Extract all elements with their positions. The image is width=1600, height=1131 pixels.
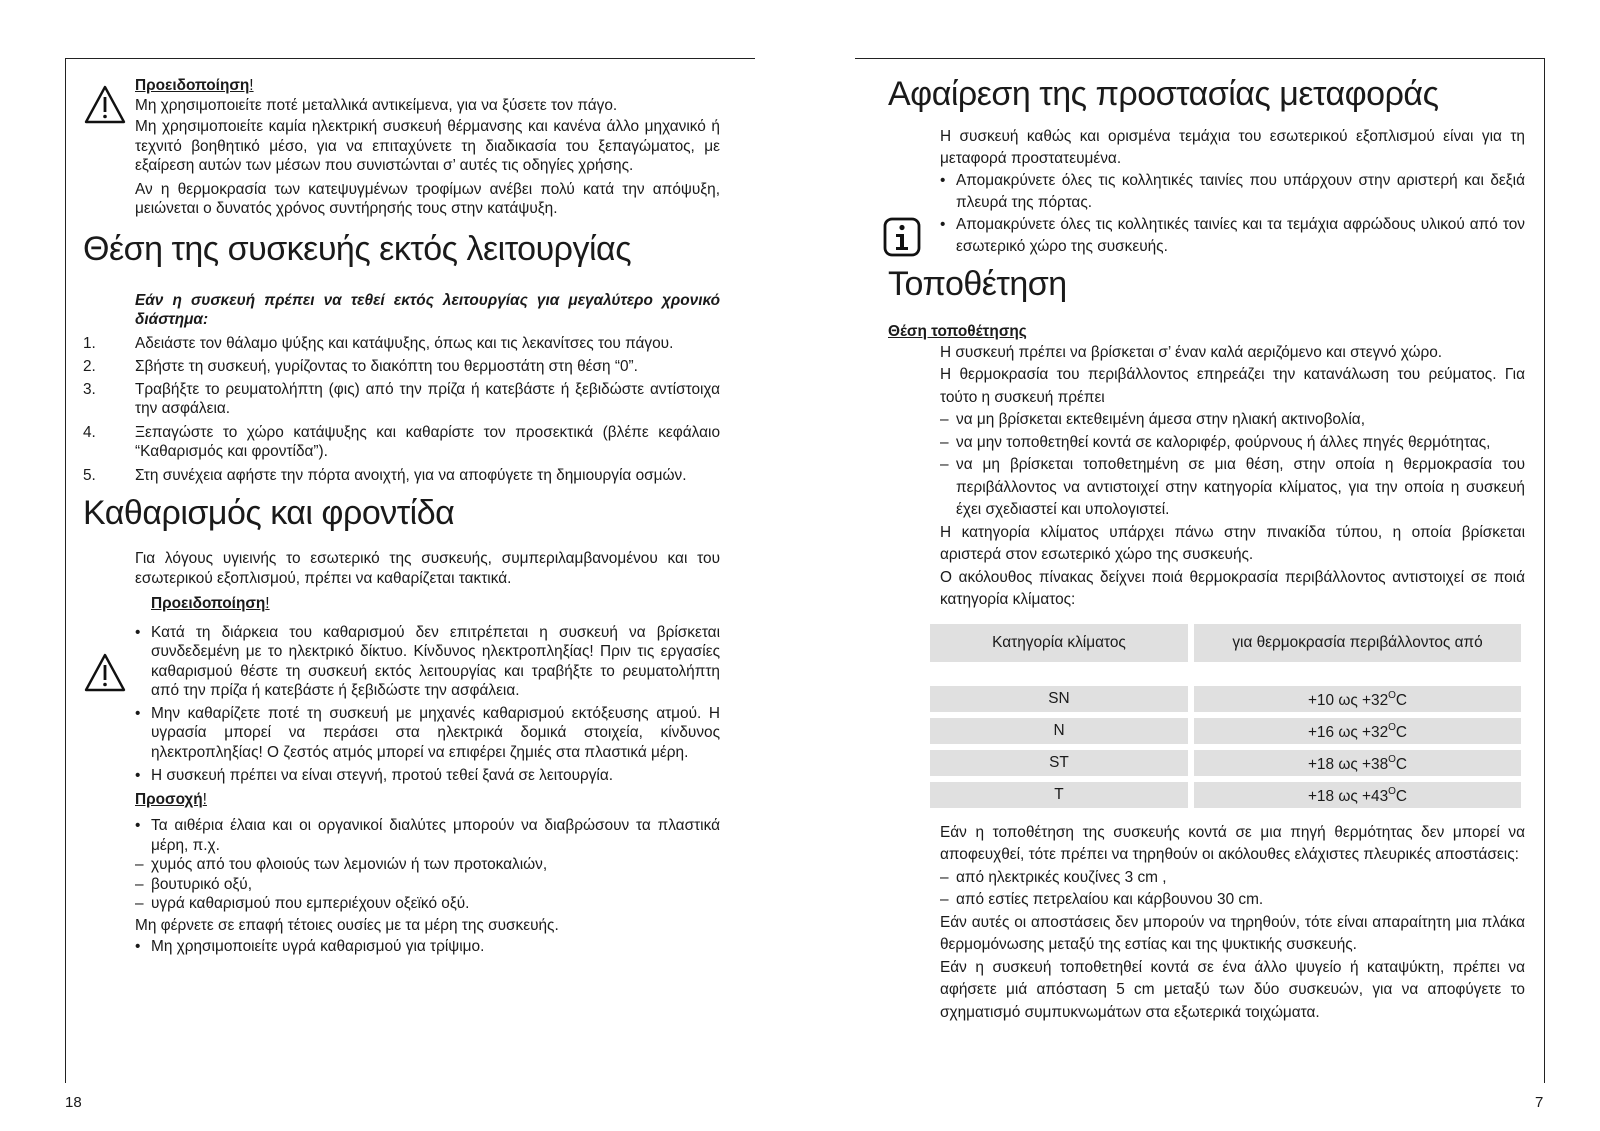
list-item: 5. Στη συνέχεια αφήστε την πόρτα ανοιχτή, για να αποφύγετε τη δημιουργία οσμών. <box>83 466 687 484</box>
paragraph: Μη χρησιμοποιείτε ποτέ μεταλλικά αντικείμενα, για να ξύσετε τον πάγο. <box>135 96 618 114</box>
left-side-rule <box>65 58 66 1083</box>
right-top-rule <box>855 58 1545 59</box>
list-item: 3. Τραβήξτε το ρευματολήπτη (φις) από την πρίζα ή κατεβάστε ή ξεβιδώστε αντίστοιχα την ασφάλεια. <box>83 380 720 417</box>
list-item: – βουτυρικό οξύ, <box>135 875 252 893</box>
list-item: • Μη χρησιμοποιείτε υγρά καθαρισμού για τρίψιμο. <box>135 938 485 955</box>
steps-list <box>83 334 720 486</box>
list-item: – από ηλεκτρικές κουζίνες 3 cm , <box>940 868 1167 886</box>
warning-heading: Προειδοποίηση! <box>135 77 254 94</box>
list-item: • Μην καθαρίζετε ποτέ τη συσκευή με μηχανές καθαρισμού εκτόξευσης ατμού. Η υγρασία μπορεί να περάσει στα ηλεκτρικά δομικά στοιχεία, κίνδυνος ηλεκτροπληξίας! Ο ζεστός ατμός μπορεί να επιφέρει ζημιές στα πλαστικά μέρη. <box>135 704 720 761</box>
list-item: • Κατά τη διάρκεια του καθαρισμού δεν επιτρέπεται η συσκευή να βρίσκεται συνδεδεμένη με το ηλεκτρικό δίκτυο. Κίνδυνος ηλεκτροπληξίας! Πριν τις εργασίες καθαρισμού θέστε τη συσκευή εκτός λειτουργίας και τραβήξτε το ρευματολήπτη από την πρίζα ή κατεβάστε ή ξεβιδώστε την ασφάλεια. <box>135 623 720 699</box>
paragraph: Εάν αυτές οι αποστάσεις δεν μπορούν να τηρηθούν, τότε είναι απαραίτητη μια πλάκα θερμομόνωσης μεταξύ της εστίας και της ψυκτικής συσκευής. <box>940 913 1525 953</box>
paragraph: Η θερμοκρασία του περιβάλλοντος επηρεάζει την κατανάλωση του ρεύματος. Για τούτο η συσκευή πρέπει <box>940 366 1525 406</box>
table-cell: +18 $\omega\varsigma +43^OC$ <box>1194 782 1521 808</box>
paragraph: Αν η θερμοκρασία των κατεψυγμένων τροφίμων ανέβει πολύ κατά την απόψυξη, μειώνεται ο δυνατός χρόνος συντήρησής τους στην κατάψυξη. <box>135 180 720 217</box>
table-header-row <box>930 624 1521 662</box>
right-side-rule <box>1544 58 1545 1083</box>
table-cell: T <box>930 782 1188 808</box>
list-item: 2. Σβήστε τη συσκευή, γυρίζοντας το διακόπτη του θερμοστάτη στη θέση “0”. <box>83 358 638 375</box>
paragraph: Η συσκευή πρέπει να βρίσκεται σ’ έναν καλά αεριζόμενο και στεγνό χώρο. <box>940 343 1443 361</box>
list-item: – χυμός από του φλοιούς των λεμονιών ή των προτοκαλιών, <box>135 856 548 873</box>
table-cell: +10 $\omega\varsigma +32^OC$ <box>1194 686 1521 712</box>
list-item: – να μη βρίσκεται εκτεθειμένη άμεσα στην ηλιακή ακτινοβολία, <box>940 411 1365 428</box>
table-cell: ST <box>930 750 1188 776</box>
table-row <box>930 782 1521 808</box>
caution-heading: Προσοχή! <box>135 790 207 808</box>
section-heading: Καθαρισμός και φροντίδα <box>83 494 455 532</box>
table-row <box>930 686 1521 712</box>
warning-heading: Προειδοποίηση! <box>151 595 270 612</box>
page-number-right: 7 <box>1535 1094 1544 1111</box>
table-spacer <box>930 668 1521 680</box>
climate-class-table <box>924 618 1527 814</box>
list-item: 1. Αδειάστε τον θάλαμο ψύξης και κατάψυξης, όπως και τις λεκανίτσες του πάγου. <box>83 334 674 352</box>
list-item: – να μη βρίσκεται τοποθετημένη σε μια θέση, στην οποία η θερμοκρασία του περιβάλλοντος να αντιστοιχεί στην κατηγορία κλίματος, για την οποία η συσκευή έχει σχεδιαστεί και υπολογιστεί. <box>940 456 1525 518</box>
section-subheading: Θέση τοποθέτησης <box>888 323 1027 340</box>
section-heading: Θέση της συσκευής εκτός λειτουργίας <box>83 229 632 268</box>
table-cell: +16 $\omega\varsigma +32^OC$ <box>1194 718 1521 744</box>
list-item: – από εστίες πετρελαίου και κάρβουνου 30 cm. <box>940 891 1264 908</box>
placement-text <box>940 342 1525 612</box>
list-item: – υγρά καθαρισμού που εμπεριέχουν οξεϊκό οξύ. <box>135 895 470 912</box>
section-heading: Αφαίρεση της προστασίας μεταφοράς <box>888 75 1439 113</box>
section-subheading: Εάν η συσκευή πρέπει να τεθεί εκτός λειτουργίας για μεγαλύτερο χρονικό διάστημα: <box>135 291 720 328</box>
paragraph: Για λόγους υγιεινής το εσωτερικό της συσκευής, συμπεριλαμβανομένου και του εσωτερικού εξοπλισμού, πρέπει να καθαρίζεται τακτικά. <box>135 550 720 587</box>
paragraph: Μη φέρνετε σε επαφή τέτοιες ουσίες με τα μέρη της συσκευής. <box>135 916 559 934</box>
page-number-left: 18 <box>65 1094 82 1111</box>
table-cell: SN <box>930 686 1188 712</box>
table-header-cell: Κατηγορία κλίματος <box>930 624 1188 662</box>
table-cell: N <box>930 718 1188 744</box>
list-item: • Τα αιθέρια έλαια και οι οργανικοί διαλύτες μπορούν να διαβρώσουν τα πλαστικά μέρη, π.χ. <box>135 817 720 854</box>
table-row <box>930 750 1521 776</box>
paragraph: Εάν η τοποθέτηση της συσκευής κοντά σε μια πηγή θερμότητας δεν μπορεί να αποφευχθεί, τότε πρέπει να τηρηθούν οι ακόλουθες ελάχιστες πλευρικές αποστάσεις: <box>940 823 1525 863</box>
distance-text <box>940 822 1525 1025</box>
warning-triangle-icon <box>83 652 127 694</box>
table-header-cell: για θερμοκρασία περιβάλλοντος από <box>1194 624 1521 662</box>
list-item: • Η συσκευή πρέπει να είναι στεγνή, προτού τεθεί ξανά σε λειτουργία. <box>135 767 614 784</box>
right-page-content <box>888 74 1525 1024</box>
paragraph: Η συσκευή καθώς και ορισμένα τεμάχια του εσωτερικού εξοπλισμού είναι για τη μεταφορά προστατευμένα. <box>940 128 1525 167</box>
table-cell: +18 $\omega\varsigma +38^OC$ <box>1194 750 1521 776</box>
list-item: • Απομακρύνετε όλες τις κολλητικές ταινίες και τα τεμάχια αφρώδους υλικού από τον εσωτερικό χώρο της συσκευής. <box>940 216 1525 255</box>
section-heading: Τοποθέτηση <box>888 265 1067 303</box>
list-item: • Απομακρύνετε όλες τις κολλητικές ταινίες που υπάρχουν στην αριστερή και δεξιά πλευρά της πόρτας. <box>940 172 1525 211</box>
bullet-list <box>135 623 720 786</box>
table-row <box>930 718 1521 744</box>
info-icon <box>882 216 922 258</box>
paragraph: Η κατηγορία κλίματος υπάρχει πάνω στην πινακίδα τύπου, η οποία βρίσκεται αριστερά στον εσωτερικό χώρο της συσκευής. <box>940 523 1525 563</box>
warning-triangle-icon <box>83 84 127 126</box>
left-page-content <box>83 76 720 957</box>
left-top-rule <box>65 58 755 59</box>
paragraph: Εάν η συσκευή τοποθετηθεί κοντά σε ένα άλλο ψυγείο ή καταψύκτη, πρέπει να αφήσετε μιά απόσταση 5 cm μεταξύ των δύο συσκευών, για να αποφύγετε το σχηματισμό συμπυκνωμάτων στα εξωτερικά τοιχώματα. <box>940 958 1525 1021</box>
list-item: 4. Ξεπαγώστε το χώρο κατάψυξης και καθαρίστε τον προσεκτικά (βλέπε κεφάλαιο “Καθαρισμός και φροντίδα”). <box>83 423 720 460</box>
paragraph: Ο ακόλουθος πίνακας δείχνει ποιά θερμοκρασία περιβάλλοντος αντιστοιχεί σε ποιά κατηγορία κλίματος: <box>940 568 1525 608</box>
paragraph: Μη χρησιμοποιείτε καμία ηλεκτρική συσκευή θέρμανσης και κανένα άλλο μηχανικό ή τεχνιτό βοηθητικό μέσο, για να επιταχύνετε τη διαδικασία του ξεπαγώματος, με εξαίρεση αυτών των μέσων που συνιστώνται σ’ αυτές τις οδηγίες χρήσης. <box>135 118 720 174</box>
list-item: – να μην τοποθετηθεί κοντά σε καλοριφέρ, φούρνους ή άλλες πηγές θερμότητας, <box>940 433 1491 451</box>
